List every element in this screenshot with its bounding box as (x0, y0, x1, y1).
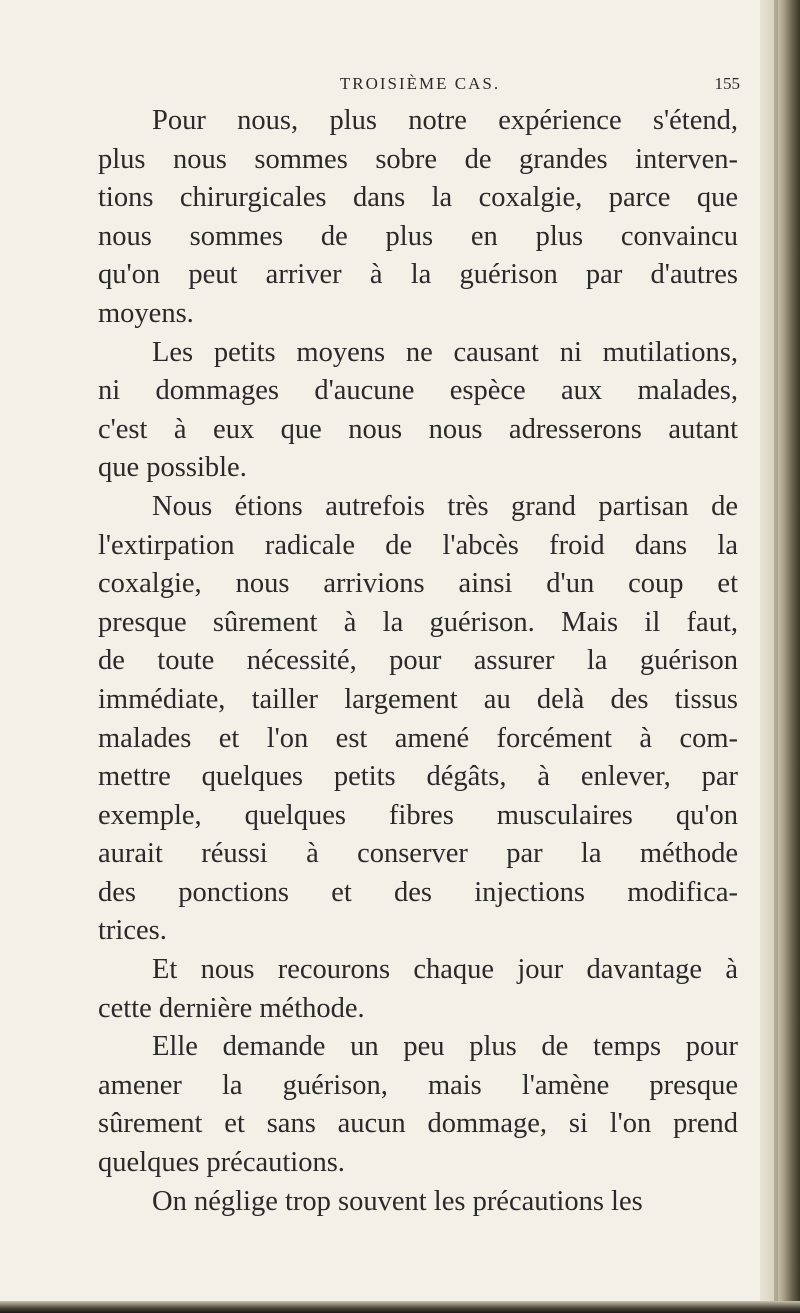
text-line: c'est à eux que nous nous adresserons autant (98, 413, 738, 445)
text-line: trices. (98, 915, 167, 947)
text-line: nous sommes de plus en plus convaincu (98, 220, 738, 252)
text-line: exemple, quelques fibres musculaires qu'on (98, 799, 738, 831)
page-bottom-edge (0, 1301, 800, 1313)
text-line: plus nous sommes sobre de grandes interven- (98, 143, 738, 175)
text-line: On néglige trop souvent les précautions les (152, 1185, 643, 1217)
page-header (100, 70, 740, 100)
text-line: des ponctions et des injections modifica- (98, 876, 738, 908)
text-line: ni dommages d'aucune espèce aux malades, (98, 375, 738, 407)
spine-fold-shadow (774, 0, 778, 1313)
text-line: Pour nous, plus notre expérience s'étend, (152, 105, 738, 136)
text-line: Elle demande un peu plus de temps pour (152, 1031, 738, 1063)
text-line: amener la guérison, mais l'amène presque (98, 1069, 738, 1101)
book-spine-edge (760, 0, 800, 1313)
text-line: presque sûrement à la guérison. Mais il faut, (98, 606, 738, 638)
text-line: sûrement et sans aucun dommage, si l'on prend (98, 1108, 738, 1140)
text-line: moyens. (98, 297, 194, 329)
text-line: malades et l'on est amené forcément à com- (98, 722, 738, 754)
text-line: coxalgie, nous arrivions ainsi d'un coup et (98, 568, 738, 600)
text-line: cette dernière méthode. (98, 992, 365, 1024)
body-text (98, 102, 738, 1221)
text-line: de toute nécessité, pour assurer la guérison (98, 645, 738, 677)
text-line: tions chirurgicales dans la coxalgie, parce que (98, 182, 738, 214)
text-line: aurait réussi à conserver par la méthode (98, 838, 738, 870)
running-title: TROISIÈME CAS. (339, 74, 501, 93)
text-line: Les petits moyens ne causant ni mutilations, (152, 336, 738, 368)
text-line: qu'on peut arriver à la guérison par d'autres (98, 259, 738, 291)
text-line: Nous étions autrefois très grand partisan de (152, 490, 738, 522)
text-line: que possible. (98, 452, 247, 484)
text-line: l'extirpation radicale de l'abcès froid dans la (98, 529, 738, 561)
text-line: Et nous recourons chaque jour davantage à (152, 954, 738, 986)
text-line: immédiate, tailler largement au delà des tissus (98, 683, 738, 715)
text-line: quelques précautions. (98, 1147, 345, 1179)
text-line: mettre quelques petits dégâts, à enlever, par (98, 761, 738, 793)
page-number: 155 (714, 74, 740, 93)
